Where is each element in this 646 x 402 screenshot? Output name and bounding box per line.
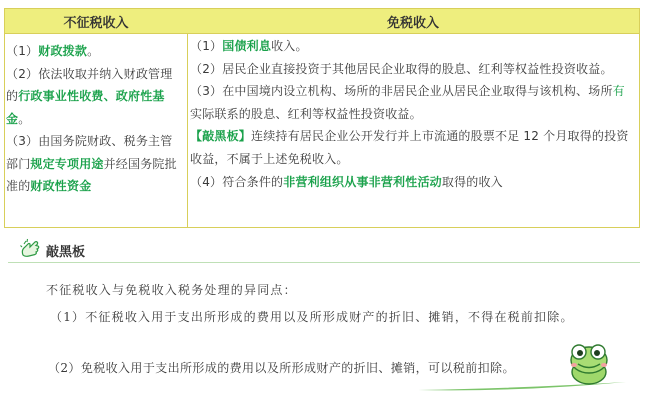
tip-intro: 不征税收入与免税收入税务处理的异同点： (46, 283, 297, 297)
non-taxable-item-3 (6, 130, 178, 198)
tip-point-1: （1）不征税收入用于支出所形成的费用以及所形成财产的折旧、摊销，不得在税前扣除。 (50, 310, 574, 324)
text: （1） (6, 44, 39, 58)
text: 连续持有居民企业公开发行并上市流通的股票不足 12 个月取得的投资收益，不属于上述免税收入。 (190, 129, 629, 166)
hand-pointer-icon (20, 238, 42, 262)
tax-exempt-item-3 (190, 80, 630, 125)
non-taxable-item-2 (6, 63, 178, 131)
tip-heading (20, 238, 85, 262)
text: （4）符合条件的 (190, 174, 284, 189)
highlight-term: 国债利息 (222, 39, 272, 53)
non-taxable-item-1 (6, 40, 178, 63)
note-tag: 【敲黑板】 (190, 129, 252, 144)
highlight-term: 行政事业性收费、政府性基金 (6, 89, 165, 126)
highlight-term: 财政性资金 (30, 179, 92, 193)
tip-label: 敲黑板 (46, 244, 86, 260)
tax-exempt-note (190, 125, 630, 170)
text: 收入。 (271, 39, 308, 53)
tax-exempt-item-1 (190, 35, 630, 58)
header-divider (5, 33, 639, 34)
tax-exempt-column (190, 35, 630, 193)
highlight-term: 财政拨款 (38, 44, 88, 58)
frog-mascot-icon (564, 338, 614, 386)
tip-point-2: （2）免税收入用于支出所形成的费用以及所形成财产的折旧、摊销，可以税前扣除。 (48, 361, 515, 375)
text: 。 (87, 44, 100, 58)
text: （1） (190, 39, 223, 53)
text: 实际联系的股息、红利等权益性投资收益。 (190, 106, 422, 121)
column-divider (187, 33, 188, 227)
text: （2）依法收取并纳入财政管理的 (6, 66, 173, 103)
header-tax-exempt: 免税收入 (187, 9, 639, 33)
header-non-taxable: 不征税收入 (5, 9, 188, 33)
text: 。 (18, 111, 31, 126)
tip-underline (8, 262, 640, 263)
text: （3）在中国境内设立机构、场所的非居民企业从居民企业取得与该机构、场所 (190, 84, 613, 99)
highlight-term: 非营利组织从事非营利性活动 (283, 174, 442, 189)
highlight-term: 规定专项用途 (30, 156, 104, 171)
text: 并经国务院批准的 (6, 156, 177, 193)
text: （3）由国务院财政、税务主管部门 (6, 134, 173, 171)
highlight-term: 有 (612, 84, 625, 99)
tax-exempt-item-4 (190, 171, 630, 194)
text: 取得的收入 (441, 174, 503, 189)
tax-exempt-item-2: （2）居民企业直接投资于其他居民企业取得的股息、红利等权益性投资收益。 (190, 61, 613, 76)
non-taxable-column (6, 40, 178, 198)
